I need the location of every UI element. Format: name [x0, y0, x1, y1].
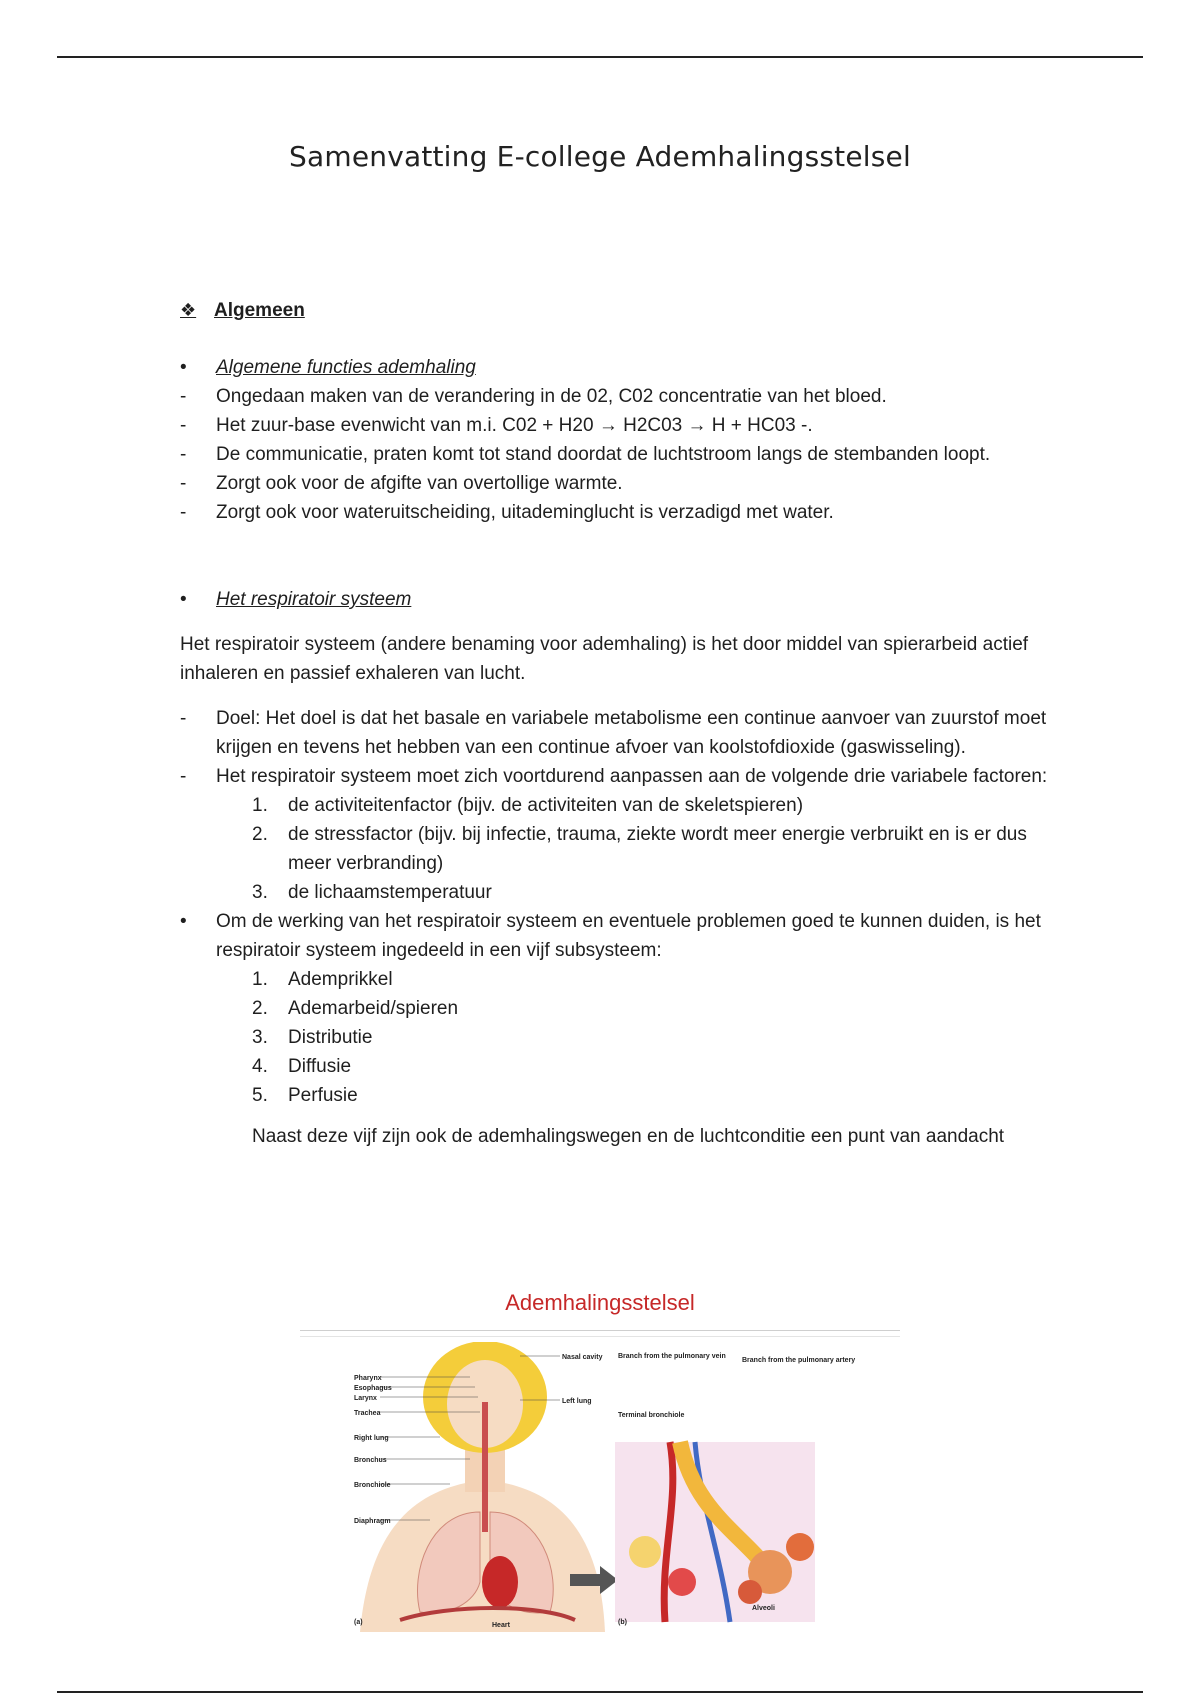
numbered-item: 3. de lichaamstemperatuur [252, 882, 492, 903]
numbered-item: 1. de activiteitenfactor (bijv. de activiteiten van de skeletspieren) [252, 795, 804, 816]
numbered-item: 1. Ademprikkel [252, 969, 393, 990]
list-item: - Het respiratoir systeem moet zich voortdurend aanpassen aan de volgende drie variabele factoren: [180, 766, 1048, 787]
respiratory-figure [300, 1290, 900, 1630]
figure-title: Ademhalingsstelsel [505, 1290, 695, 1315]
numbered-item: 4. Diffusie [252, 1056, 352, 1077]
document-title: Samenvatting E-college Ademhalingsstelsel [289, 140, 911, 173]
numbered-item: 2. de stressfactor (bijv. bij infectie, trauma, ziekte wordt meer energie verbruikt en is er dus meer verbranding) [252, 824, 1027, 874]
bullet-icon: • [180, 911, 187, 932]
list-item: - Zorgt ook voor de afgifte van overtollige warmte. [180, 473, 623, 494]
section-heading [180, 296, 1060, 325]
label-larynx: Larynx [354, 1395, 377, 1402]
numbered-item: 5. Perfusie [252, 1085, 358, 1106]
intro-paragraph: Het respiratoir systeem (andere benaming voor ademhaling) is het door middel van spierarbeid actief inhaleren en passief exhaleren van lucht. [180, 634, 1029, 684]
bottom-rule [57, 1691, 1143, 1693]
label-bronchiole: Bronchiole [354, 1482, 391, 1489]
label-terminal-bronchiole: Terminal bronchiole [618, 1412, 685, 1419]
label-pharynx: Pharynx [354, 1375, 382, 1382]
numbered-item: 3. Distributie [252, 1027, 373, 1048]
section-heading-text: Algemeen [214, 300, 305, 321]
bullet-icon: • [180, 357, 187, 378]
list-item: - Het zuur-base evenwicht van m.i. C02 + H20 → H2C03 → H + HC03 -. [180, 415, 813, 436]
list-item: - Ongedaan maken van de verandering in de 02, C02 concentratie van het bloed. [180, 386, 887, 407]
diamond-bullet-icon: ❖ [180, 300, 197, 320]
label-panel-b: (b) [618, 1619, 627, 1626]
list-item: - Zorgt ook voor wateruitscheiding, uitademinglucht is verzadigd met water. [180, 502, 834, 523]
list-item: • Om de werking van het respiratoir systeem en eventuele problemen goed te kunnen duiden, is het respiratoir systeem ingedeeld in een vijf subsysteem: [180, 907, 1060, 965]
label-left-lung: Left lung [562, 1398, 592, 1405]
bullet-icon: • [180, 589, 187, 610]
closing-paragraph: Naast deze vijf zijn ook de ademhalingswegen en de luchtconditie een punt van aandacht [252, 1126, 1005, 1147]
label-panel-a: (a) [354, 1619, 363, 1626]
numbered-item: 2. Ademarbeid/spieren [252, 998, 459, 1019]
label-bronchus: Bronchus [354, 1457, 387, 1464]
label-nasal-cavity: Nasal cavity [562, 1354, 603, 1361]
label-right-lung: Right lung [354, 1435, 389, 1442]
respiratory-illustration [300, 1342, 900, 1632]
label-pulmonary-vein: Branch from the pulmonary vein [618, 1353, 726, 1360]
label-diaphragm: Diaphragm [354, 1518, 391, 1525]
subheading-respiratoir: • Het respiratoir systeem [180, 585, 1060, 614]
label-heart: Heart [492, 1622, 510, 1629]
list-item: - De communicatie, praten komt tot stand doordat de luchtstroom langs de stembanden loopt. [180, 444, 991, 465]
label-esophagus: Esophagus [354, 1385, 392, 1392]
list-item: - Doel: Het doel is dat het basale en variabele metabolisme een continue aanvoer van zuurstof moet krijgen en tevens het hebben van een continue afvoer van koolstofdioxide (gaswisseling). [180, 708, 1047, 758]
label-trachea: Trachea [354, 1410, 381, 1417]
label-pulmonary-artery: Branch from the pulmonary artery [742, 1357, 856, 1364]
subheading-functies: • Algemene functies ademhaling [180, 353, 1060, 382]
document-body [180, 296, 1060, 1151]
top-rule [57, 56, 1143, 58]
label-alveoli: Alveoli [752, 1605, 775, 1612]
